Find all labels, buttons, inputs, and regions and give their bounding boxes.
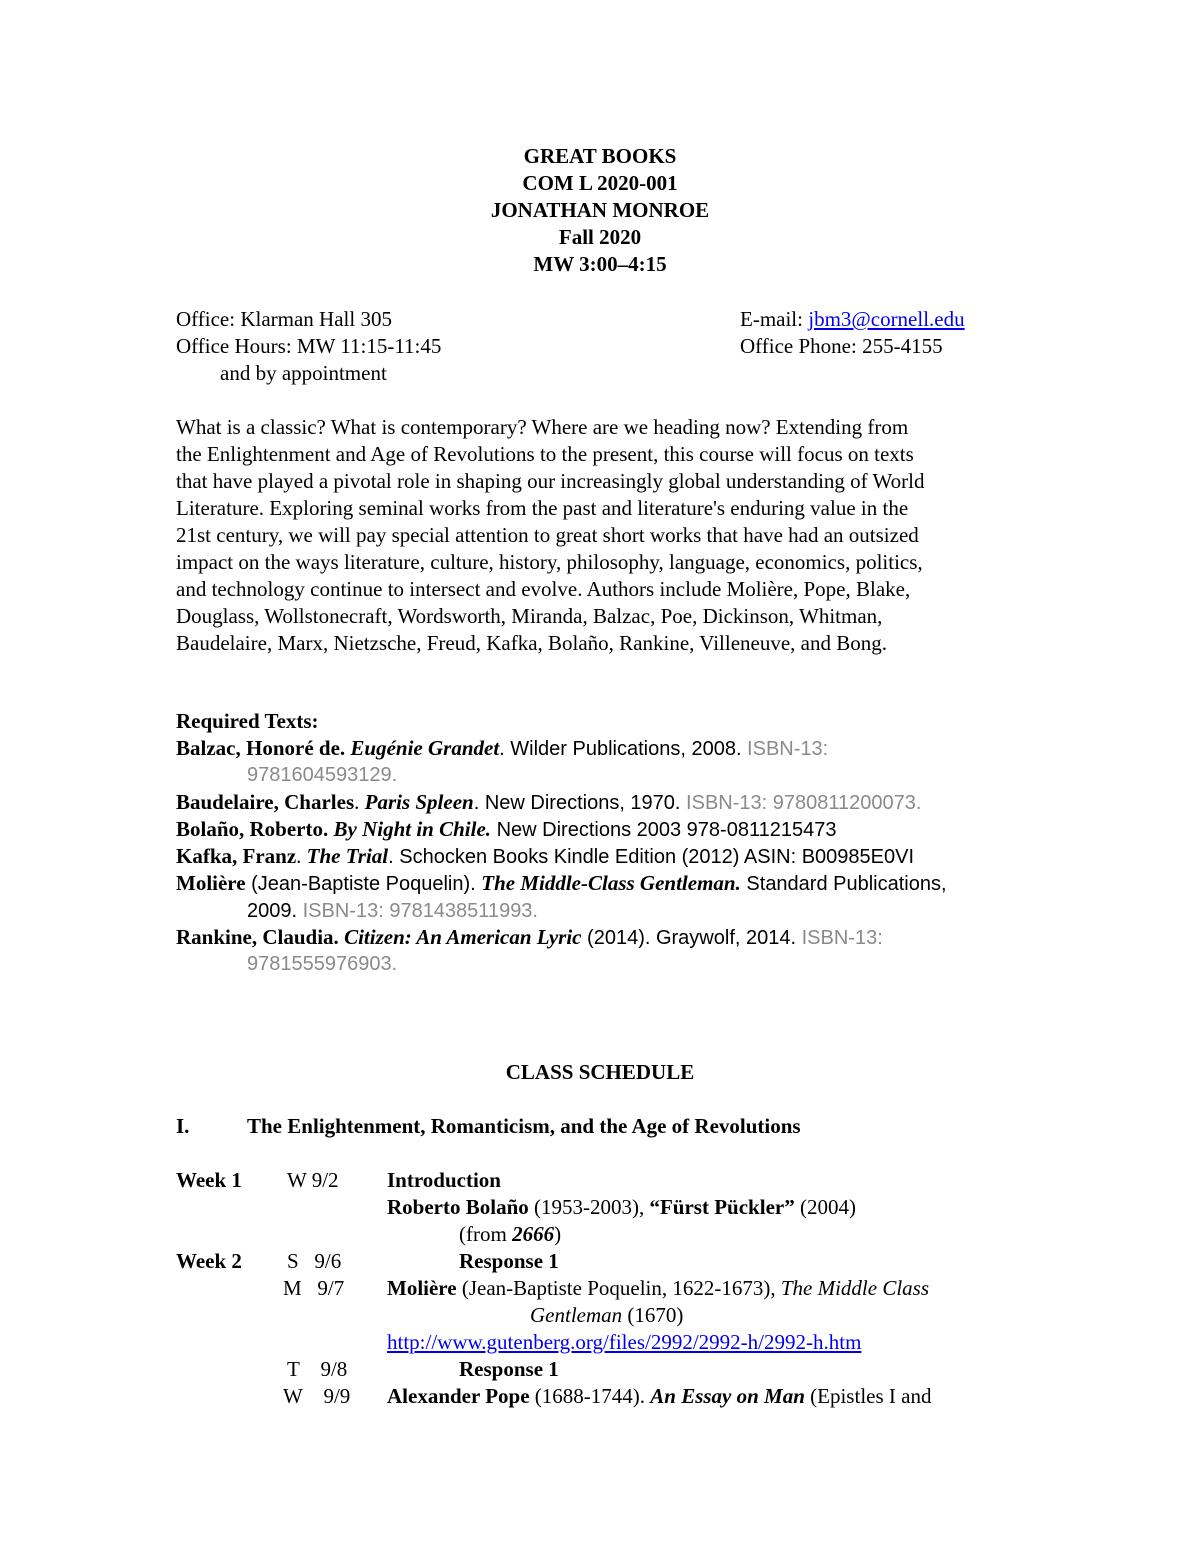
- section-number: I.: [176, 1114, 190, 1138]
- required-text-kafka: [176, 843, 914, 871]
- required-texts-heading: Required Texts:: [176, 709, 319, 733]
- course-title: GREAT BOOKS: [523, 144, 677, 168]
- week-label: Week 2: [176, 1249, 242, 1273]
- book-isbn-label: ISBN-13:: [741, 738, 829, 760]
- required-text-bolano: [176, 816, 836, 844]
- reading-dates: (1953-2003),: [528, 1195, 650, 1219]
- office-location: Office: Klarman Hall 305: [176, 307, 392, 331]
- book-isbn: 9781555976903.: [247, 953, 398, 975]
- week-label: Week 1: [176, 1168, 242, 1192]
- reading-author: Roberto Bolaño: [387, 1195, 529, 1219]
- office-phone: Office Phone: 255-4155: [740, 334, 943, 358]
- section-title: The Enlightenment, Romanticism, and the Age of Revolutions: [247, 1114, 801, 1138]
- book-title: The Middle-Class Gentleman.: [481, 871, 741, 895]
- description-line: Baudelaire, Marx, Nietzsche, Freud, Kafka, Bolaño, Rankine, Villeneuve, and Bong.: [176, 631, 887, 655]
- required-text-balzac: [176, 735, 828, 763]
- course-time: MW 3:00–4:15: [533, 252, 667, 276]
- book-title: Citizen: An American Lyric: [344, 925, 582, 949]
- reading-title: The Middle Class: [780, 1276, 930, 1300]
- session-day: W 9/9: [283, 1384, 351, 1408]
- reading-author: Alexander Pope: [387, 1384, 530, 1408]
- session-reading: [387, 1383, 931, 1410]
- required-text-baudelaire: [176, 789, 921, 817]
- session-response: Response 1: [459, 1249, 559, 1273]
- reading-dates: (1688-1744).: [529, 1384, 651, 1408]
- reading-link-line: [387, 1329, 861, 1356]
- book-author: Kafka, Franz: [176, 844, 297, 868]
- description-line: that have played a pivotal role in shaping our increasingly global understanding of World: [176, 469, 925, 493]
- book-separator: .: [354, 790, 365, 814]
- session-response: Response 1: [459, 1357, 559, 1381]
- gutenberg-link[interactable]: http://www.gutenberg.org/files/2992/2992-h/2992-h.htm: [387, 1330, 862, 1354]
- reading-title: An Essay on Man: [650, 1384, 805, 1408]
- description-line: the Enlightenment and Age of Revolutions to the present, this course will focus on texts: [176, 442, 914, 466]
- session-reading-cont: [530, 1302, 683, 1329]
- reading-source-book: 2666: [512, 1222, 555, 1246]
- reading-source: [459, 1221, 561, 1248]
- session-topic: Introduction: [387, 1168, 501, 1192]
- session-day: W 9/2: [287, 1168, 339, 1192]
- class-schedule-heading: CLASS SCHEDULE: [505, 1060, 695, 1084]
- session-day: T 9/8: [287, 1357, 348, 1381]
- reading-source-suffix: ): [554, 1222, 562, 1246]
- reading-detail: (Epistles I and: [804, 1384, 932, 1408]
- book-isbn: ISBN-13: 9781438511993.: [297, 900, 538, 922]
- book-publisher: New Directions 2003 978-0811215473: [491, 819, 837, 841]
- book-isbn: ISBN-13: 9780811200073.: [680, 792, 922, 814]
- session-reading: [387, 1275, 929, 1302]
- session-day: M 9/7: [283, 1276, 345, 1300]
- book-title: Eugénie Grandet: [350, 736, 500, 760]
- book-publisher: . Schocken Books Kindle Edition (2012): [388, 846, 744, 868]
- book-author: Rankine, Claudia.: [176, 925, 345, 949]
- book-publisher: Standard Publications,: [740, 873, 947, 895]
- required-text-rankine: [176, 924, 883, 952]
- book-separator: .: [296, 844, 307, 868]
- book-title: By Night in Chile.: [333, 817, 492, 841]
- office-hours-appointment: and by appointment: [220, 361, 387, 385]
- description-line: Literature. Exploring seminal works from the past and literature's enduring value in the: [176, 496, 909, 520]
- book-publisher: . New Directions, 1970.: [473, 792, 681, 814]
- book-isbn-label: ISBN-13:: [796, 927, 883, 949]
- book-author: Baudelaire, Charles: [176, 790, 355, 814]
- book-title: The Trial: [306, 844, 389, 868]
- book-publisher: . Wilder Publications, 2008.: [499, 738, 742, 760]
- course-term: Fall 2020: [558, 225, 642, 249]
- course-description: [176, 414, 1026, 657]
- description-line: impact on the ways literature, culture, history, philosophy, language, economics, politics,: [176, 550, 923, 574]
- description-line: What is a classic? What is contemporary? Where are we heading now? Extending from: [176, 415, 909, 439]
- email-label: E-mail:: [740, 307, 809, 331]
- book-author: Molière: [176, 871, 246, 895]
- required-text-moliere: [176, 870, 947, 898]
- book-author: Balzac, Honoré de.: [176, 736, 346, 760]
- book-isbn: 9781604593129.: [247, 764, 398, 786]
- reading-year: (1670): [622, 1303, 684, 1327]
- book-title: Paris Spleen: [364, 790, 474, 814]
- reading-title: Gentleman: [530, 1303, 623, 1327]
- office-hours: Office Hours: MW 11:15-11:45: [176, 334, 442, 358]
- session-day: S 9/6: [287, 1249, 342, 1273]
- reading-author: Molière: [387, 1276, 457, 1300]
- description-line: Douglass, Wollstonecraft, Wordsworth, Miranda, Balzac, Poe, Dickinson, Whitman,: [176, 604, 883, 628]
- reading-title: “Fürst Pückler”: [649, 1195, 795, 1219]
- reading-dates: (Jean-Baptiste Poquelin, 1622-1673),: [456, 1276, 781, 1300]
- description-line: 21st century, we will pay special attention to great short works that have had an outsized: [176, 523, 919, 547]
- email-line: [740, 306, 965, 333]
- book-author: Bolaño, Roberto.: [176, 817, 334, 841]
- book-asin: ASIN: B00985E0VI: [743, 846, 915, 868]
- required-text-moliere-cont: [247, 897, 538, 925]
- reading-year: (2004): [794, 1195, 856, 1219]
- reading-source-prefix: (from: [459, 1222, 513, 1246]
- email-link[interactable]: jbm3@cornell.edu: [808, 307, 965, 331]
- session-reading: [387, 1194, 856, 1221]
- description-line: and technology continue to intersect and evolve. Authors include Molière, Pope, Blake,: [176, 577, 911, 601]
- book-publisher: (2014). Graywolf, 2014.: [581, 927, 797, 949]
- book-author-realname: (Jean-Baptiste Poquelin).: [245, 873, 482, 895]
- book-year: 2009.: [247, 900, 298, 922]
- course-number: COM L 2020-001: [522, 171, 678, 195]
- instructor-name: JONATHAN MONROE: [490, 198, 710, 222]
